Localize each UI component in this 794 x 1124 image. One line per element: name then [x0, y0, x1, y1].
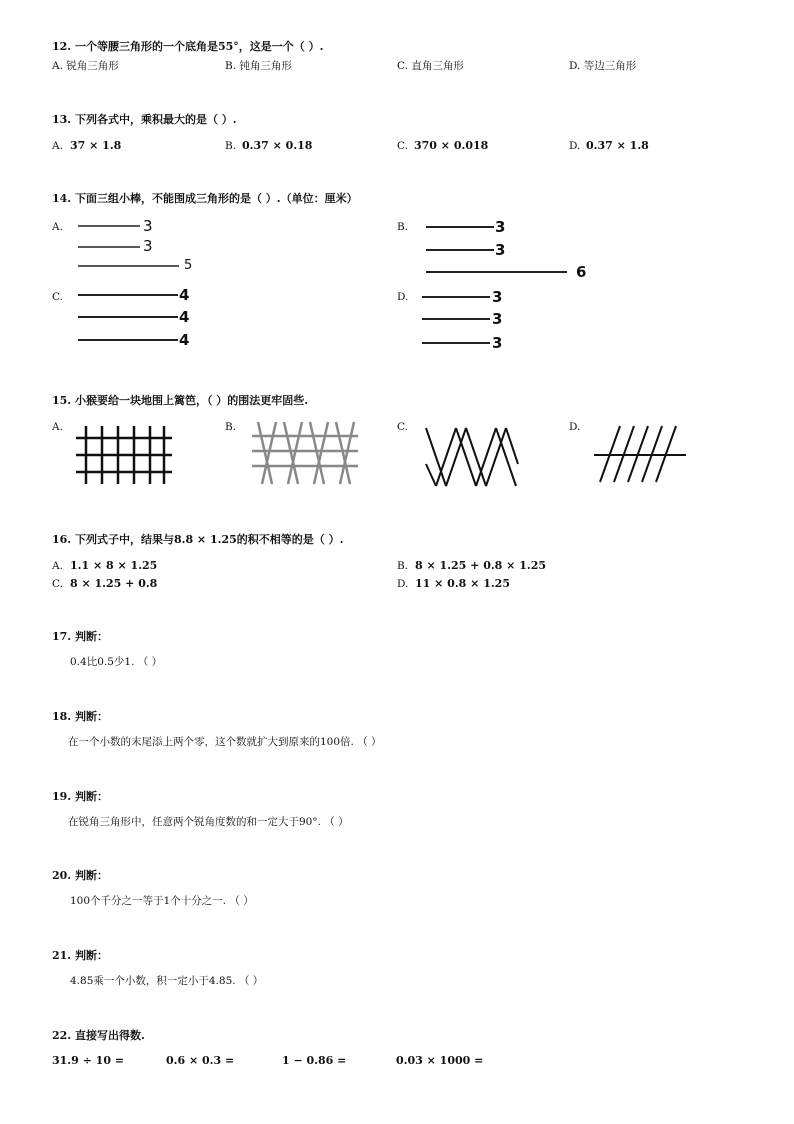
q13-letter-b[interactable]: B. [225, 140, 237, 152]
q13-letter-d[interactable]: D. [569, 140, 581, 152]
q21-stem: 21. 判断： [52, 949, 108, 962]
q12-option-b[interactable]: B. 钝角三角形 [225, 60, 292, 72]
q19-statement: 在锐角三角形中，任意两个锐角度数的和一定大于90°. （ ） [68, 816, 349, 828]
q14-c-len-1: 4 [179, 286, 190, 304]
q14-sticks-d [420, 288, 520, 354]
q13-expr-a: 37 × 1.8 [70, 139, 122, 152]
q15-letter-c[interactable]: C. [397, 421, 408, 433]
q22-stem: 22. 直接写出得数. [52, 1029, 145, 1042]
q18-stem: 18. 判断： [52, 710, 108, 723]
q22-expr-1: 31.9 ÷ 10 = [52, 1054, 125, 1067]
q22-expr-2: 0.6 × 0.3 = [166, 1054, 235, 1067]
q14-letter-d[interactable]: D. [397, 291, 409, 303]
q14-d-len-2: 3 [492, 310, 503, 328]
q15-fence-cross-b [250, 420, 360, 486]
q14-a-len-2: 3 [143, 237, 153, 255]
q14-letter-a[interactable]: A. [52, 221, 63, 233]
q13-stem: 13. 下列各式中，乘积最大的是（ ）. [52, 113, 237, 126]
q14-sticks-c [76, 286, 206, 352]
q14-d-len-1: 3 [492, 288, 503, 306]
q15-letter-d[interactable]: D. [569, 421, 581, 433]
q15-fence-slant-d [592, 424, 688, 486]
q16-expr-a: 1.1 × 8 × 1.25 [70, 559, 158, 572]
q13-expr-b: 0.37 × 0.18 [242, 139, 313, 152]
q13-letter-a[interactable]: A. [52, 140, 63, 152]
q14-c-len-2: 4 [179, 308, 190, 326]
q16-letter-c[interactable]: C. [52, 578, 63, 590]
q13-expr-d: 0.37 × 1.8 [586, 139, 649, 152]
q22-expr-4: 0.03 × 1000 = [396, 1054, 484, 1067]
q12-option-a[interactable]: A. 锐角三角形 [52, 60, 119, 72]
q14-d-len-3: 3 [492, 334, 503, 352]
q21-statement: 4.85乘一个小数，积一定小于4.85. （ ） [70, 975, 264, 987]
q13-expr-c: 370 × 0.018 [414, 139, 489, 152]
q16-stem: 16. 下列式子中，结果与8.8 × 1.25的积不相等的是（ ）. [52, 533, 344, 546]
q16-expr-b: 8 × 1.25 + 0.8 × 1.25 [415, 559, 547, 572]
q19-stem: 19. 判断： [52, 790, 108, 803]
q17-statement: 0.4比0.5少1. （ ） [70, 656, 163, 668]
q14-a-len-3: 5 [184, 258, 193, 273]
q20-statement: 100个千分之一等于1个十分之一. （ ） [70, 895, 254, 907]
q14-b-len-3: 6 [576, 263, 587, 281]
q16-letter-d[interactable]: D. [397, 578, 409, 590]
q12-option-d[interactable]: D. 等边三角形 [569, 60, 637, 72]
q18-statement: 在一个小数的末尾添上两个零，这个数就扩大到原来的100倍. （ ） [68, 736, 382, 748]
q22-expr-3: 1 − 0.86 = [282, 1054, 347, 1067]
q17-stem: 17. 判断： [52, 630, 108, 643]
q16-expr-d: 11 × 0.8 × 1.25 [415, 577, 510, 590]
q14-c-len-3: 4 [179, 331, 190, 349]
q14-b-len-1: 3 [495, 218, 506, 236]
q15-letter-a[interactable]: A. [52, 421, 63, 433]
q16-expr-c: 8 × 1.25 + 0.8 [70, 577, 158, 590]
q14-stem: 14. 下面三组小棒，不能围成三角形的是（ ）.（单位：厘米） [52, 192, 358, 205]
q12-stem: 12. 一个等腰三角形的一个底角是55°，这是一个（ ）. [52, 40, 324, 53]
q14-sticks-b [424, 216, 604, 282]
q14-b-len-2: 3 [495, 241, 506, 259]
q15-letter-b[interactable]: B. [225, 421, 237, 433]
q16-letter-a[interactable]: A. [52, 560, 63, 572]
q14-sticks-a [76, 218, 216, 276]
q14-a-len-1: 3 [143, 217, 153, 235]
q15-fence-zigzag-c [422, 424, 520, 490]
q20-stem: 20. 判断： [52, 869, 108, 882]
q16-letter-b[interactable]: B. [397, 560, 409, 572]
q14-letter-b[interactable]: B. [397, 221, 409, 233]
q13-letter-c[interactable]: C. [397, 140, 408, 152]
q15-stem: 15. 小猴要给一块地围上篱笆，（ ）的围法更牢固些. [52, 394, 309, 407]
q12-option-c[interactable]: C. 直角三角形 [397, 60, 464, 72]
q15-fence-grid-a [74, 424, 174, 486]
q14-letter-c[interactable]: C. [52, 291, 63, 303]
